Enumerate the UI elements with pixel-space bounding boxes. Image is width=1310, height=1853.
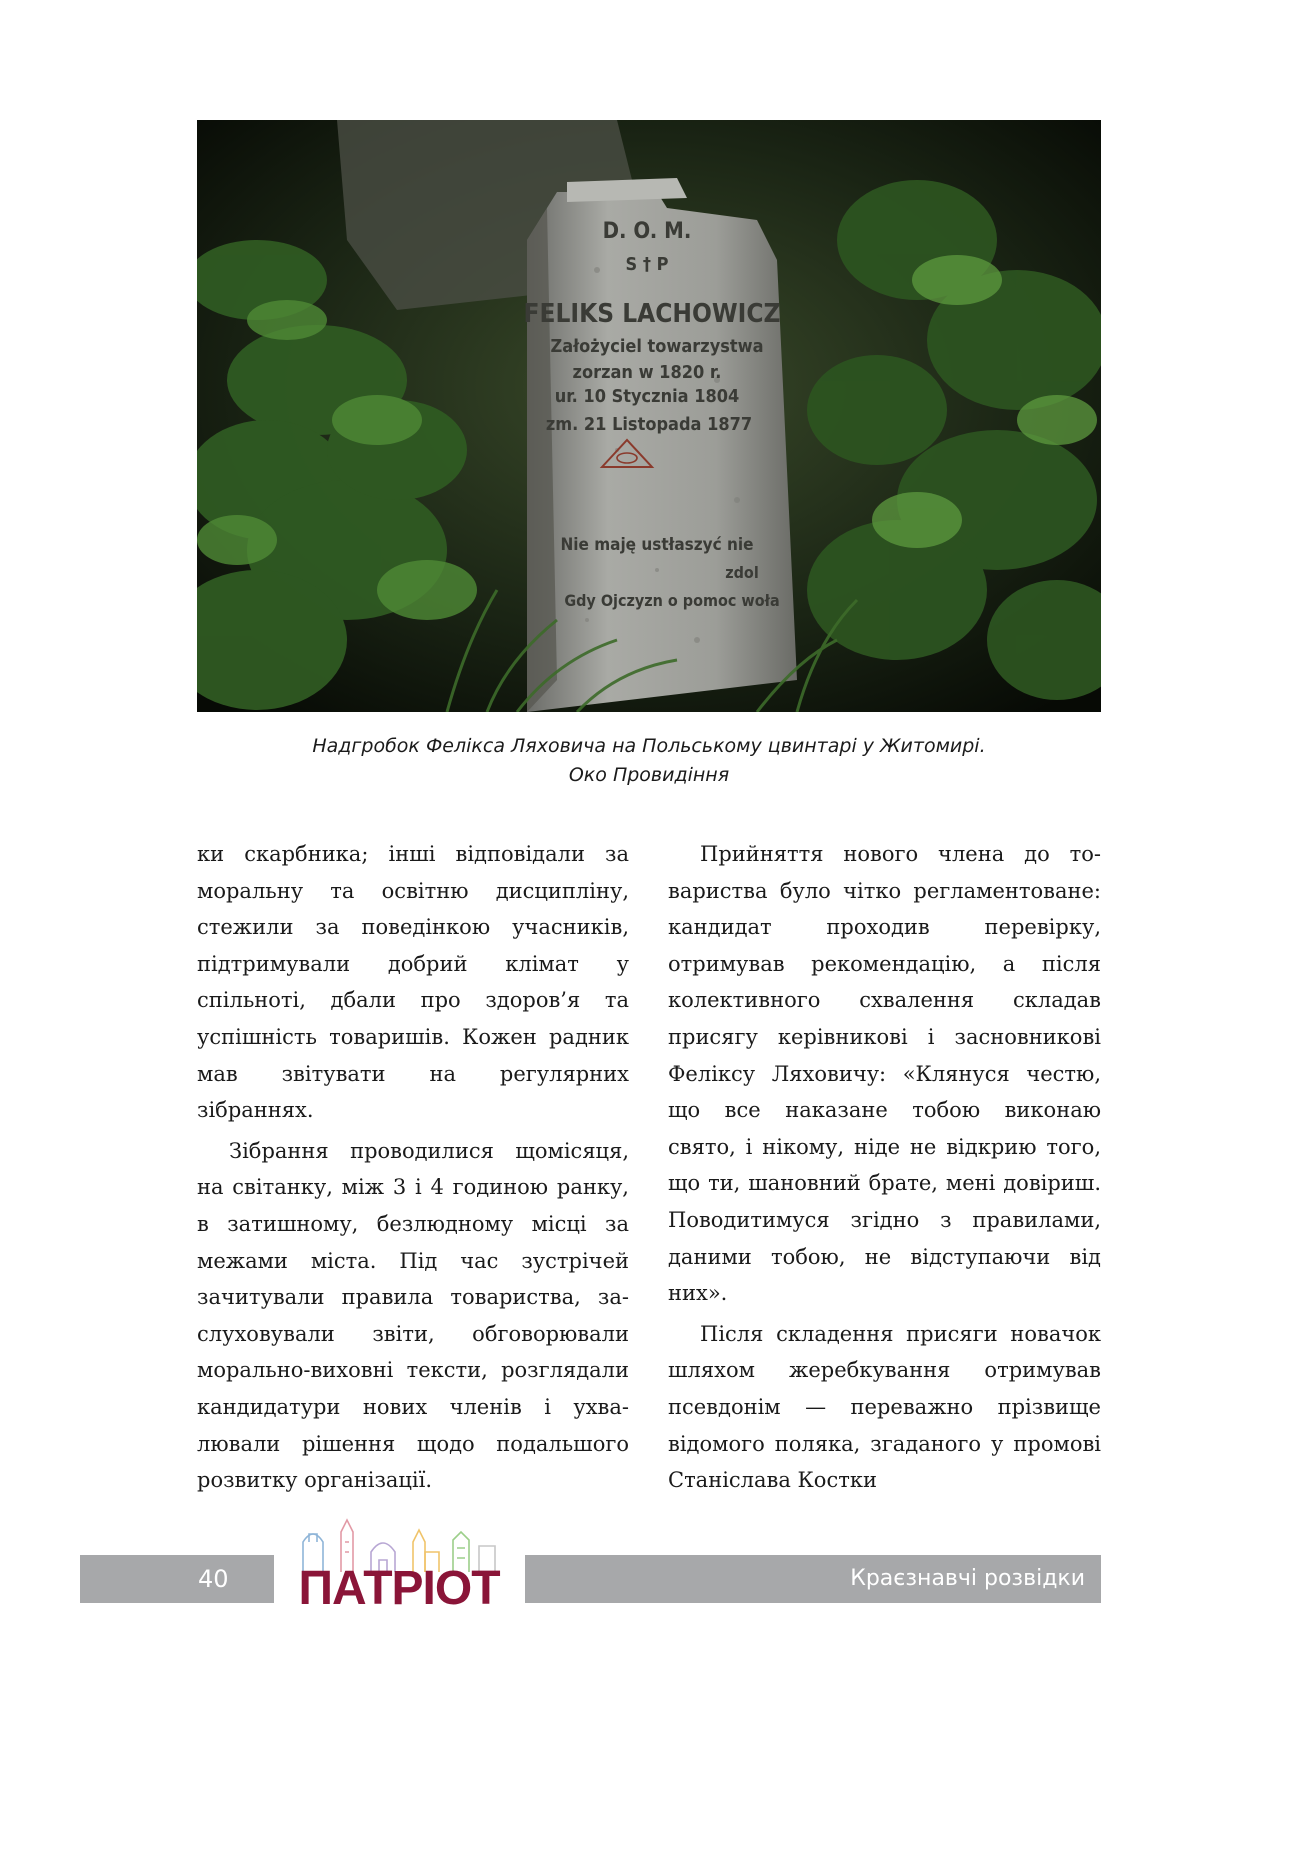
inscription-line: zorzan w 1820 r.: [572, 362, 722, 383]
inscription-line: S † P: [625, 254, 669, 275]
inscription-line: zdol: [725, 563, 759, 582]
inscription-line: ur. 10 Stycznia 1804: [554, 386, 740, 407]
right-text-column: [668, 836, 1101, 1503]
inscription-line: zm. 21 Listopada 1877: [545, 414, 753, 435]
paragraph: Зібрання проводилися щомісяця, на світанку, між 3 і 4 годиною ранку, в затишному, безлюдному місці за межами міста. Під час зустрічей зачитували правила товариства, заслуховували звіти, обговорювали морально-виховні тексти, розглядали кандидатури нових членів і ухвалювали рішення щодо подальшого розвитку організації.: [197, 1138, 629, 1493]
logo-text: ПАТРІОТ: [298, 1562, 500, 1615]
tombstone-photo: [197, 120, 1101, 712]
photo-caption: [197, 732, 1101, 790]
inscription-line: Nie maję ustłaszyć nie: [560, 535, 754, 555]
caption-line-2: Око Провидіння: [568, 764, 730, 786]
inscription-line: Założyciel towarzystwa: [550, 336, 764, 357]
inscription-line: D. O. M.: [602, 219, 692, 244]
page-number: 40: [198, 1565, 229, 1593]
paragraph: Після складення присяги новачок шляхом жеребкування отримував псевдонім — переважно прізвище відомого поляка, згаданого у промові Станіслава Костки: [668, 1321, 1101, 1493]
inscription-line: Gdy Ojczyzn o pomoc woła: [564, 591, 780, 610]
left-text-column: [197, 836, 629, 1503]
paragraph: ки скарбника; інші відповідали за моральну та освітню дисципліну, стежили за поведінкою учасників, підтримували добрий клімат у спільноті, дбали про здоров’я та успішність товаришів. Кожен радник мав звітувати на регулярних зібраннях.: [197, 842, 629, 1123]
caption-line-1: Надгробок Фелікса Ляховича на Польському цвинтарі у Житомирі.: [312, 735, 986, 757]
paragraph: Прийняття нового члена до товариства було чітко регламентоване: кандидат проходив перевірку, отримував рекомендацію, а після колективного схвалення складав присягу керівникові і засновникові Феліксу Ляховичу: «Клянуся честю, що все наказане тобою виконаю свято, і нікому, ніде не відкрию того, що ти, шановний брате, мені довіриш. Поводитимуся згідно з правилами, даними тобою, не відступаючи від них».: [668, 842, 1101, 1306]
patriot-logo: [283, 1512, 515, 1615]
tombstone-image: [197, 120, 1101, 712]
section-title: Краєзнавчі розвідки: [850, 1566, 1085, 1591]
inscription-line: FELIKS LACHOWICZ: [523, 299, 781, 329]
